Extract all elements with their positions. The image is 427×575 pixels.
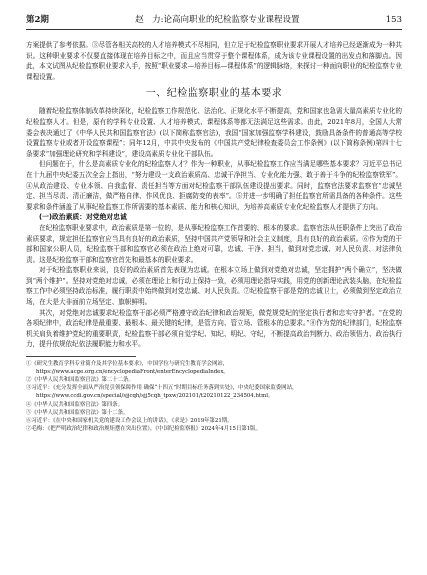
footnote-2: ②《中华人民共和国监察官法》第二十二条。 xyxy=(26,377,134,384)
section-paragraph-1: 随着纪检监察体制改革持续深化，纪检监察工作规范化、法治化、正规化水平不断提高，党和国家也急需大量高素质专业化的纪检监察人才。但是，原有的学科专业设置、人才培养模式、课程体系等都无法满足这些需求。由此，2021年8月，全国人大常委会表决通过了《中华人民共和国监察官法》(以下简称监察官法)，我国“国家加强监察学科建设，鼓励具备条件的普通高等学校设置监察专业或者开设监察课程”；同年12月，中共中央发布的《中国共产党纪律检查委员会工作条例》(以下简称条例)第四十七条要求“加强理论研究和学科建设”，建设高素质专业化干部队伍。 xyxy=(26,107,402,158)
section-paragraph-2: 但问题在于，什么是高素质专业化的纪检监察人才？作为一种职业，从事纪检监察工作应当满足哪些基本要求？习近平总书记在十九届中央纪委五次全会上指出，“努力建设一支政治素质高、忠诚干净担当、专业化能力强、敢于善于斗争的纪检监察铁军”。④从政治建设、专业本领、自我监督、责任担当等方面对纪检监察干部队伍建设提出要求。同时，监察官法要求监察官“忠诚坚定、担当尽责、清正廉洁，做严格自律、作风优良、拒腐防变的表率”。⑤并进一步明确了担任监察官所需具备的各种条件。这些要求和条件涵盖了从事纪检监察工作所需要的基本素质、能力和核心知识，为培养高素质专业化纪检监察人才提供了方向。 xyxy=(26,160,402,211)
issue-label: 第2期 xyxy=(26,15,49,25)
footnotes xyxy=(26,360,402,433)
page-number: 153 xyxy=(385,15,402,25)
section-title: 一、纪检监察职业的基本要求 xyxy=(145,88,283,100)
footnote-7: ⑦毛梅：《把严明政治纪律和政治规矩摆在突出位置》，《中国纪检监察报》2024年4月15日第1版。 xyxy=(26,425,261,432)
footnote-3: ③习近平：《充分发挥全面从严治党引领保障作用 确保“十四五”时期目标任务落到实处》，中央纪委国家监委网站，https://www.ccdi.gov.cn/special/sjjcqh/sjj5cqh_tpxw/202101/t20210122_234504.html。 xyxy=(26,385,298,400)
subsection-title: (一)政治素质：对党绝对忠诚 xyxy=(39,213,127,222)
article-body xyxy=(26,40,402,350)
intro-paragraph: 方案提供了参考依据。③尽管各相关高校的人才培养模式不尽相同，但立足于纪检监察职业要求开展人才培养已经逐渐成为一种共识。这种职业要求不仅要直接体现在培养目标之中，而且应当贯穿于整个课程体系，成为该专业课程设置的出发点和落脚点。因此，本文试图从纪检监察职业要求入手，按照“职业要求—培养目标—课程体系”的逻辑脉络，来探讨一种面向职业的纪检监察专业课程设置。 xyxy=(26,41,402,81)
running-title: 赵 力:论高向职业的纪检监察专业课程设置 xyxy=(135,15,300,25)
footnote-1: ①《研究生教育学科专业简介及其学位基本要求》，中国学位与研究生教育学会网站，https://www.acge.org.cn/encyclopediaFront/enterEncyclopediaIndex。 xyxy=(26,361,229,376)
subsection-paragraph-3: 其次，对党绝对忠诚要求纪检监察干部必须严格遵守政治纪律和政治规矩，做党规党纪的坚定执行者和忠实守护者。“在党的各项纪律中，政治纪律是最重要、最根本、最关键的纪律，是管方向、管立场、管根本的总要求。”⑧作为党的纪律部门，纪检监察机关肩负着维护党纪的重要职责，纪检监察干部必须自觉学纪、知纪、明纪、守纪，不断提高政治判断力、政治领悟力、政治执行力，提升依规依纪依法履职能力和水平。 xyxy=(26,308,402,349)
footnote-6: ⑥习近平：《在中央和国家机关党的建设工作会议上的讲话》，《求是》2019年第21期。 xyxy=(26,417,233,424)
footnote-5: ⑤《中华人民共和国监察官法》第十二条。 xyxy=(26,409,129,416)
footnote-4: ④《中华人民共和国监察官法》第四条。 xyxy=(26,401,124,408)
subsection-paragraph-1: 在纪检监察职业要求中，政治素质是第一位的，是从事纪检监察工作首要的、根本的要求。监察官法从任职条件上突出了政治素质要求，规定担任监察官应当具有良好的政治素质，坚持中国共产党领导和社会主义制度，具有良好的政治素质。⑥作为党的干部和国家公职人员，纪检监察干部和监察官必须在政治上绝对可靠，忠诚、干净、担当，做到对党忠诚、对人民负责、对法律负责。这是纪检监察干部和监察官首先和最基本的职业要求。 xyxy=(26,223,402,264)
subsection-paragraph-2: 对于纪检监察职业来说，良好的政治素质首先表现为忠诚。在根本立场上做到对党绝对忠诚，坚定拥护“两个确立”，坚决做到“两个维护”。坚持对党绝对忠诚，必须在理论上和行动上保持一致，必须用理论指导实践，用党的创新理论武装头脑，在纪检监察工作中必须坚持政治标准，履行职责中始终做到对党忠诚、对人民负责。⑦纪检监察干部是党的忠诚卫士，必须做到坚定政治立场，在大是大非面前立场坚定、旗帜鲜明。 xyxy=(26,266,402,307)
running-header xyxy=(26,14,402,30)
page xyxy=(26,14,402,433)
footnote-divider xyxy=(26,356,136,357)
